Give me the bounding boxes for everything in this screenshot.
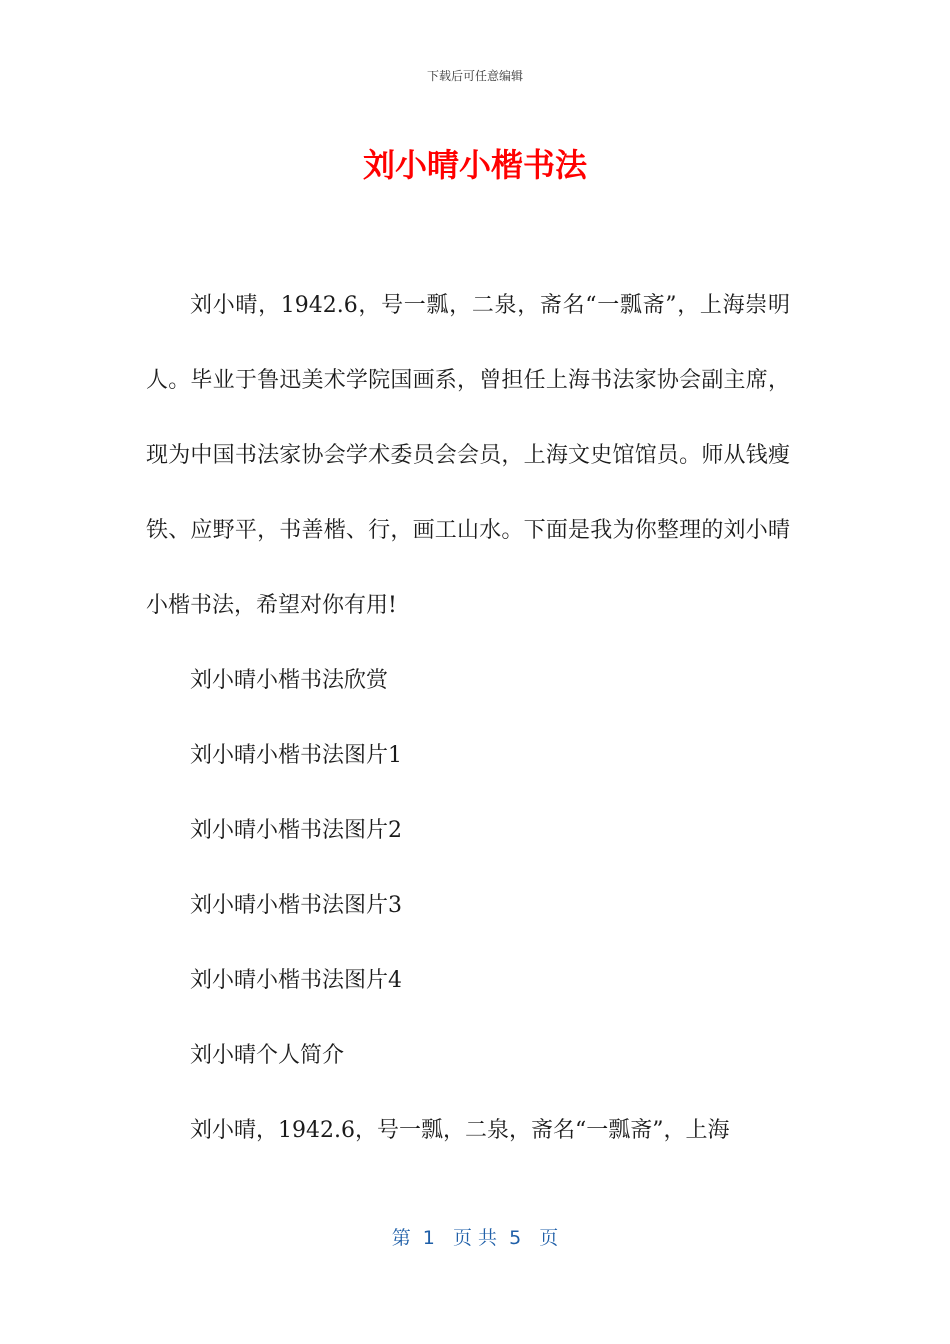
document-title: 刘小晴小楷书法 bbox=[362, 146, 587, 184]
paragraph-image-2-caption: 刘小晴小楷书法图片2 bbox=[190, 818, 402, 843]
paragraph-bio-text: 刘小晴，1942.6，号一瓢，二泉，斋名“一瓢斋”，上海 bbox=[190, 1118, 730, 1143]
paragraph-bio-heading: 刘小晴个人简介 bbox=[190, 1043, 345, 1068]
paragraph-appreciation-heading: 刘小晴小楷书法欣赏 bbox=[190, 668, 389, 693]
paragraph-image-3-caption: 刘小晴小楷书法图片3 bbox=[190, 893, 402, 918]
document-body bbox=[146, 268, 790, 1168]
page-number-footer: 第 1 页 共 5 页 bbox=[391, 1227, 559, 1249]
paragraph-image-4-caption: 刘小晴小楷书法图片4 bbox=[190, 968, 402, 993]
paragraph-intro: 刘小晴，1942.6，号一瓢，二泉，斋名“一瓢斋”，上海崇明人。毕业于鲁迅美术学院国画系，曾担任上海书法家协会副主席，现为中国书法家协会学术委员会会员，上海文史馆馆员。师从钱瘦铁、应野平，书善楷、行，画工山水。下面是我为你整理的刘小晴小楷书法，希望对你有用! bbox=[146, 293, 790, 618]
paragraph-image-1-caption: 刘小晴小楷书法图片1 bbox=[190, 743, 402, 768]
header-note: 下载后可任意编辑 bbox=[426, 69, 523, 83]
